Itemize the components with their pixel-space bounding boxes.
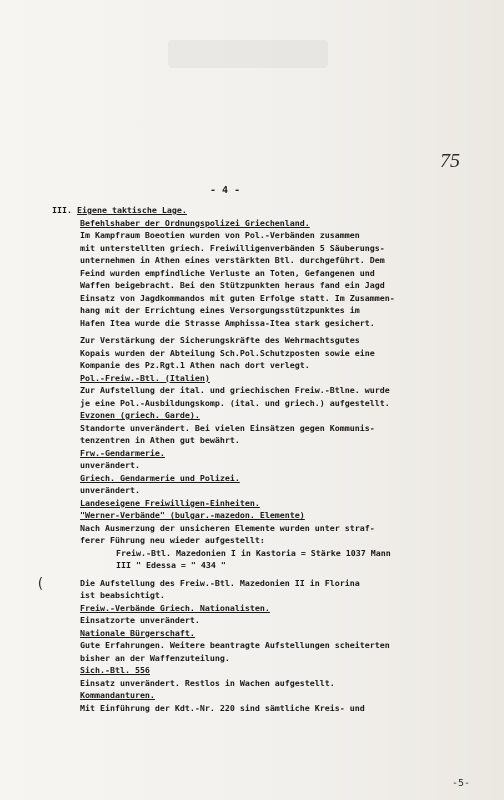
margin-mark: ( [36, 576, 45, 592]
text-line: III " Edessa = " 434 " [116, 560, 226, 570]
text-line: Kompanie des Pz.Rgt.1 Athen nach dort verlegt. [80, 360, 310, 370]
unit8-text [80, 639, 480, 664]
text-line: hang mit der Errichtung eines Versorgungsstützpunktes im [80, 305, 360, 315]
text-line: unverändert. [80, 460, 140, 470]
unit9-text [80, 677, 480, 690]
text-line: Einsatz von Jagdkommandos mit guten Erfolge statt. Im Zusammen- [80, 292, 395, 303]
text-line: Im Kampfraum Boeotien wurden von Pol.-Verbänden zusammen [80, 230, 360, 240]
folio-number: 75 [440, 150, 460, 172]
text-line: Nach Ausmerzung der unsicheren Elemente wurden unter straf- [80, 522, 375, 533]
unit5-title: Griech. Gendarmerie und Polizei. [80, 472, 240, 483]
unit1-title: Befehlshaber der Ordnungspolizei Griechenland. [80, 217, 310, 228]
text-line: Einsatzorte unverändert. [80, 615, 200, 625]
text-line: unternehmen in Athen eines verstärkten Btl. durchgeführt. Dem [80, 255, 385, 265]
unit1-text [80, 229, 480, 329]
text-line: tenzentren in Athen gut bewährt. [80, 435, 240, 445]
unit8-title: Nationale Bürgerschaft. [80, 627, 195, 638]
text-line: Freiw.-Btl. Mazedonien I in Kastoria = Stärke 1037 Mann [116, 547, 391, 558]
text-line: je eine Pol.-Ausbildungskomp. (ital. und griech.) aufgestellt. [80, 397, 390, 408]
text-line: ferer Führung neu wieder aufgestellt: [80, 535, 265, 545]
unit2-text [80, 384, 480, 409]
bottom-mark: -5- [452, 778, 471, 789]
para2-text [80, 334, 480, 372]
text-line: Zur Verstärkung der Sicherungskräfte des Wehrmachtsgutes [80, 335, 360, 345]
unit6-text [80, 522, 480, 572]
text-line: Kopais wurden der Abteilung Sch.Pol.Schutzposten sowie eine [80, 347, 375, 358]
text-line: Hafen Itea wurde die Strasse Amphissa-Itea stark gesichert. [80, 317, 375, 328]
unit6-title: Landeseigene Freiwilligen-Einheiten. [80, 497, 260, 508]
document-body [52, 204, 480, 714]
unit4-title: Frw.-Gendarmerie. [80, 447, 165, 458]
unit4-text [80, 459, 480, 472]
text-line: Gute Erfahrungen. Weitere beantragte Aufstellungen scheiterten [80, 640, 390, 650]
unit10-title: Kommandanturen. [80, 690, 155, 700]
text-line: bisher an der Waffenzuteilung. [80, 652, 230, 663]
faded-stamp [168, 40, 328, 68]
text-line: Die Aufstellung des Freiw.-Btl. Mazedonien II in Florina [80, 577, 360, 588]
unit3-text [80, 422, 480, 447]
text-line: Zur Aufstellung der ital. und griechischen Freiw.-Btlne. wurde [80, 385, 390, 395]
text-line: Mit Einführung der Kdt.-Nr. 220 sind sämtliche Kreis- und [80, 702, 365, 713]
unit7-text [80, 614, 480, 627]
unit7-title: Freiw.-Verbände Griech. Nationalisten. [80, 602, 270, 613]
text-line: unverändert. [80, 485, 140, 495]
unit10-text [80, 702, 480, 715]
unit3-title: Evzonen (griech. Garde). [80, 410, 200, 420]
section-title: Eigene taktische Lage. [76, 205, 187, 215]
unit2-title: Pol.-Freiw.-Btl. (Italien) [80, 372, 210, 383]
text-line: Feind wurden empfindliche Verluste an Toten, Gefangenen und [80, 267, 375, 278]
unit6-after-text [80, 577, 480, 602]
page-number: - 4 - [210, 185, 241, 196]
text-line: Waffen beigebracht. Bei den Stützpunkten heraus fand ein Jagd [80, 280, 385, 290]
text-line: ist beabsichtigt. [80, 590, 165, 600]
unit6-subtitle: "Werner-Verbände" (bulgar.-mazedon. Elemente) [80, 510, 305, 520]
section-roman: III. [52, 205, 72, 215]
section-heading [52, 204, 480, 217]
text-line: Standorte unverändert. Bei vielen Einsätzen gegen Kommunis- [80, 422, 375, 433]
text-line: mit unterstellten griech. Freiwilligenverbänden 5 Säuberungs- [80, 242, 385, 253]
unit9-title: Sich.-Btl. 556 [80, 665, 150, 675]
unit5-text [80, 484, 480, 497]
text-line: Einsatz unverändert. Restlos in Wachen aufgestellt. [80, 677, 335, 688]
